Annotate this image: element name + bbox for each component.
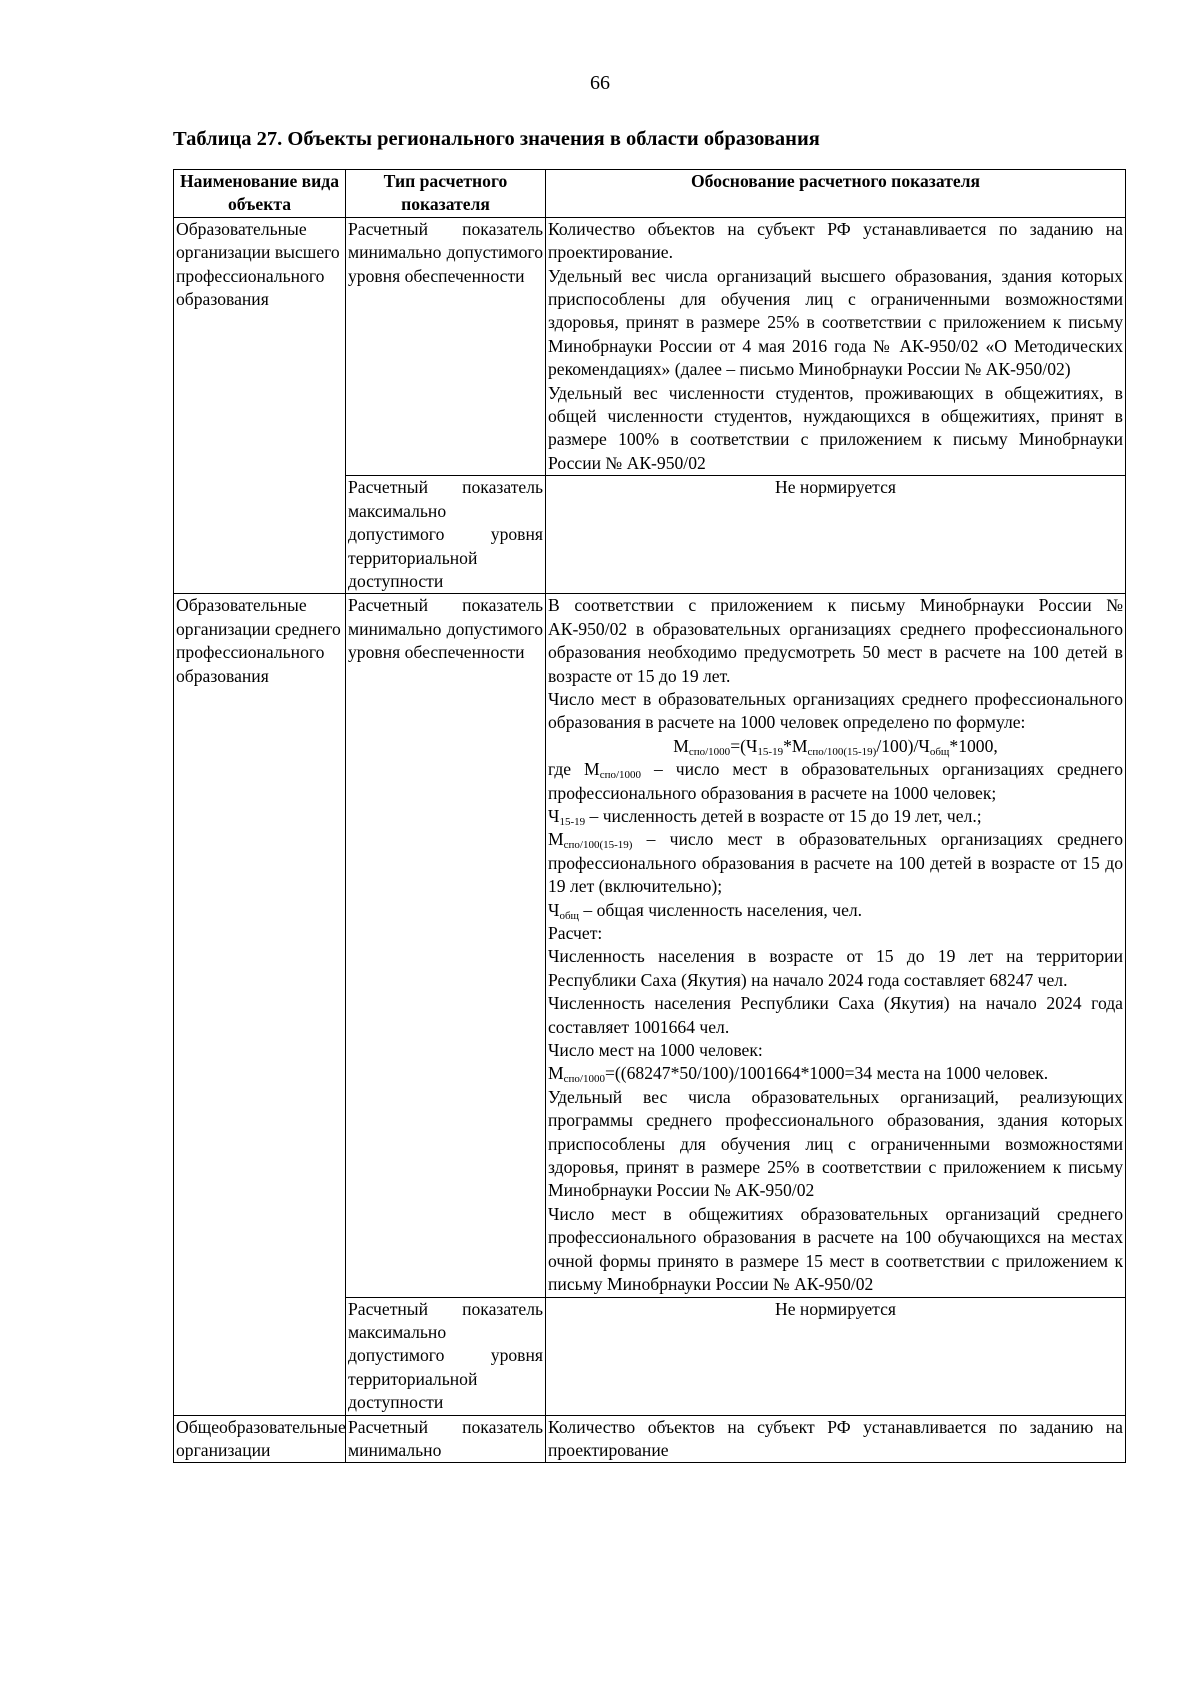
not-regulated-text: Не нормируется [546, 1297, 1126, 1415]
table-header-row [174, 170, 1126, 218]
paragraph: Удельный вес числа образовательных организаций, реализующих программы среднего профессионального образования, здания которых приспособлены для обучения лиц с ограниченными возможностями здоровья, принят в размере 25% в соответствии с приложением к письму Минобрнауки России № АК-950/02 [548, 1086, 1123, 1201]
formula-definition: где $М_{спо/1000}$ – число мест в образовательных организациях среднего профессионального образования в расчете на 1000 человек; [548, 759, 1123, 803]
indicator-type-min: Расчетный показатель минимально допустимого уровня обеспеченности [346, 217, 546, 475]
paragraph: Удельный вес численности студентов, проживающих в общежитиях, в общей численности студентов, нуждающихся в общежитиях, принят в размере 100% в соответствии с приложением к письму Минобрнауки России № АК-950/02 [548, 382, 1123, 473]
justification-cell [546, 594, 1126, 1297]
justification-cell: Количество объектов на субъект РФ устанавливается по заданию на проектирование [546, 1415, 1126, 1463]
table-row [174, 594, 1126, 1297]
paragraph: Число мест в образовательных организациях среднего профессионального образования в расчете на 1000 человек определено по формуле: [548, 688, 1123, 733]
justification-cell [546, 217, 1126, 475]
calc-result: $М_{спо/1000}=((68247*50/100)/1001664*1000=34$ места на 1000 человек. [548, 1063, 1049, 1086]
formula-definition: $Ч_{общ}$ – общая численность населения, чел. [548, 899, 863, 922]
table-caption: Таблица 27. Объекты регионального значения в области образования [173, 128, 820, 150]
page-number: 66 [590, 72, 610, 94]
indicator-type-min: Расчетный показатель минимально [346, 1415, 546, 1463]
formula: $М_{спо/1000}=(Ч_{15-19}*М_{спо/100(15-19)}/100)/Ч_{общ}*1000$, [673, 735, 998, 758]
indicator-type-max: Расчетный показатель максимально допустимого уровня территориальной доступности [346, 476, 546, 594]
object-name-general: Общеобразовательные организации [174, 1415, 346, 1463]
paragraph: Количество объектов на субъект РФ устанавливается по заданию на проектирование. [548, 218, 1123, 263]
formula-definition: $М_{спо/100(15-19)}$ – число мест в образовательных организациях среднего профессионального образования в расчете на 100 детей в возрасте от 15 до 19 лет (включительно); [548, 829, 1123, 897]
not-regulated-text: Не нормируется [546, 476, 1126, 594]
paragraph: В соответствии с приложением к письму Минобрнауки России № АК-950/02 в образовательных организациях среднего профессионального образования необходимо предусмотреть 50 мест в расчете на 100 детей в возрасте от 15 до 19 лет. [548, 595, 1123, 686]
paragraph: Число мест в общежитиях образовательных организаций среднего профессионального образования в расчете на 100 обучающихся на местах очной формы принято в размере 15 мест в соответствии с приложением к письму Минобрнауки России № АК-950/02 [548, 1203, 1123, 1295]
header-justification: Обоснование расчетного показателя [546, 170, 1126, 218]
paragraph: Численность населения Республики Саха (Якутия) на начало 2024 года составляет 1001664 чел. [548, 993, 1123, 1037]
header-indicator-type: Тип расчетного показателя [346, 170, 546, 218]
paragraph: Численность населения в возрасте от 15 до 19 лет на территории Республики Саха (Якутия) на начало 2024 года составляет 68247 чел. [548, 946, 1123, 990]
paragraph: Число мест на 1000 человек: [548, 1040, 763, 1061]
formula-definition: $Ч_{15-19}$ – численность детей в возрасте от 15 до 19 лет, чел.; [548, 805, 982, 828]
indicator-type-min: Расчетный показатель минимально допустимого уровня обеспеченности [346, 594, 546, 1297]
header-object-type: Наименование вида объекта [174, 170, 346, 218]
table-row [174, 217, 1126, 475]
table-row [174, 1415, 1126, 1463]
education-objects-table [173, 169, 1126, 1463]
calc-label: Расчет: [548, 923, 603, 943]
object-name-higher: Образовательные организации высшего профессионального образования [174, 217, 346, 594]
object-name-secondary: Образовательные организации среднего профессионального образования [174, 594, 346, 1415]
paragraph: Удельный вес числа организаций высшего образования, здания которых приспособлены для обучения лиц с ограниченными возможностями здоровья, принят в размере 25% в соответствии с приложением к письму Минобрнауки России от 4 мая 2016 года № АК-950/02 «О Методических рекомендациях» (далее – письмо Минобрнауки России № АК-950/02) [548, 265, 1123, 380]
indicator-type-max: Расчетный показатель максимально допустимого уровня территориальной доступности [346, 1297, 546, 1415]
